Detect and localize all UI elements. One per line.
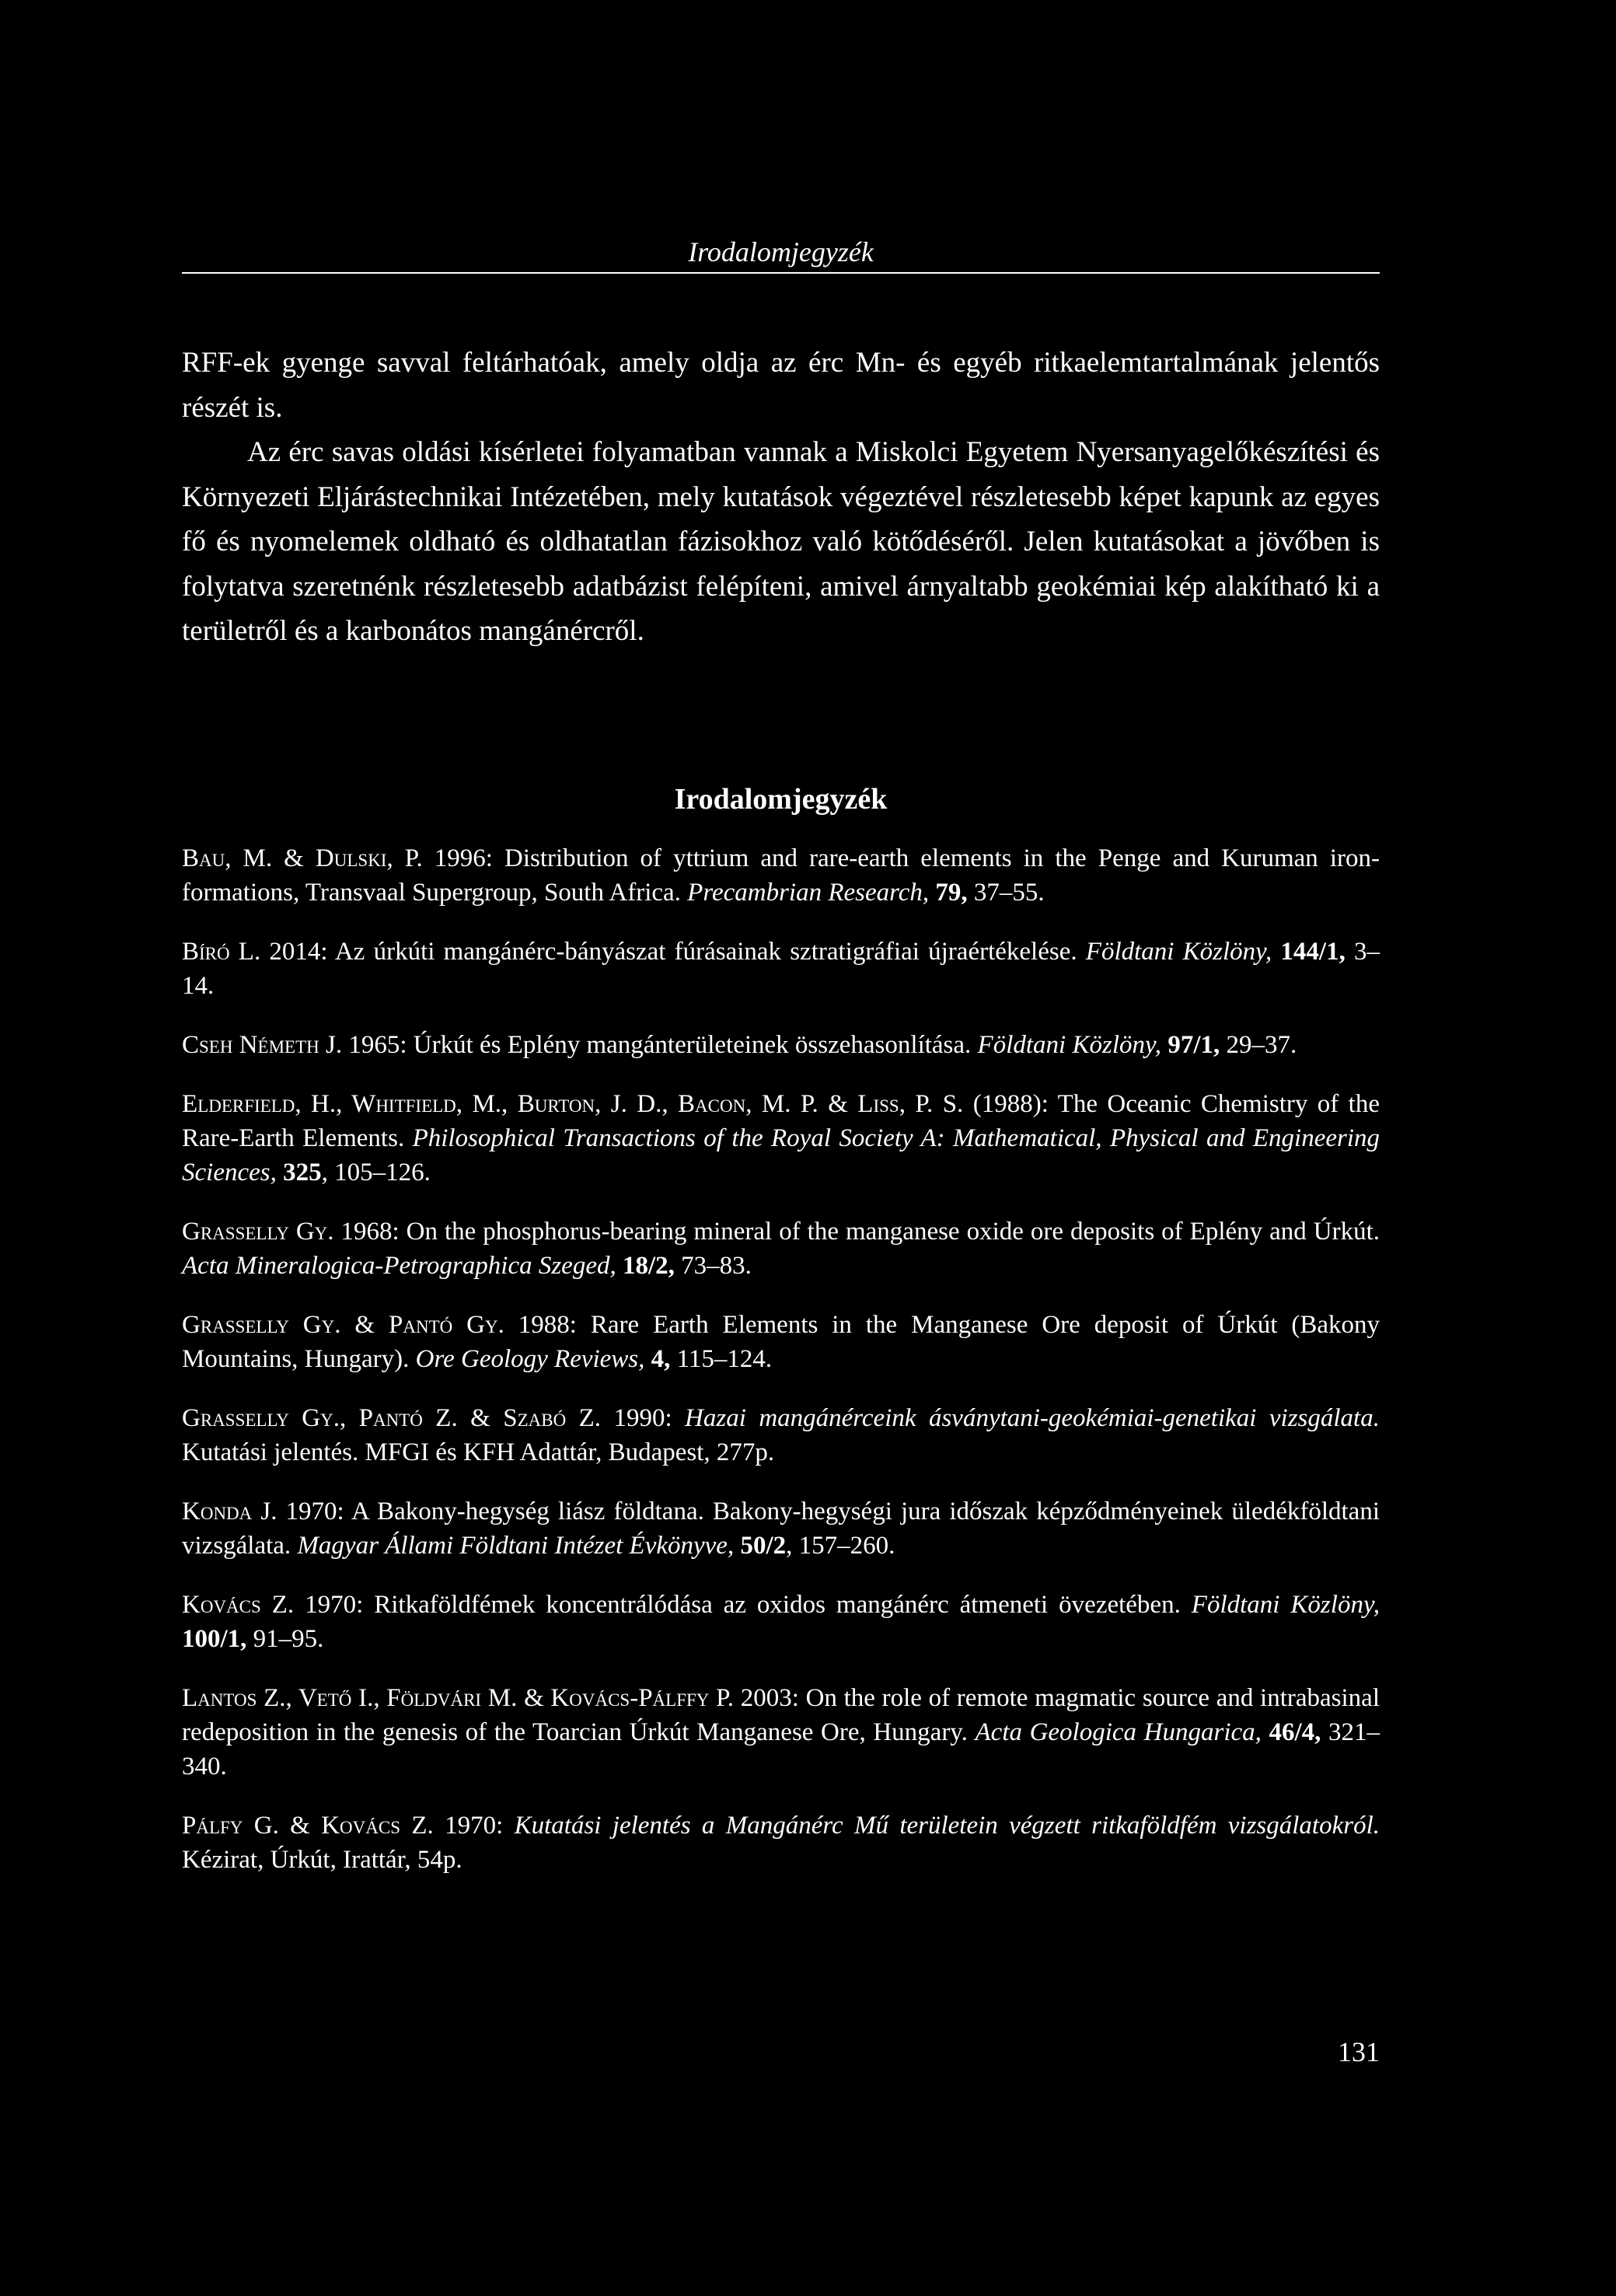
reference-text-mid: , (727, 1532, 741, 1560)
reference-pages: 3–14. (182, 938, 1380, 1000)
reference-journal: Philosophical Transactions of the Royal Society A: Mathematical, Physical and Engineering Sciences, (182, 1124, 1380, 1186)
reference-item (182, 1681, 1380, 1784)
reference-item (182, 841, 1380, 910)
reference-authors: Bíró L. (182, 938, 261, 966)
reference-text: 2003: On the role of remote magmatic source and intrabasinal redeposition in the genesis of the Toarcian Úrkút Manganese Ore, Hungary. (182, 1684, 1380, 1746)
reference-journal: Hazai mangánérceink ásványtani-geokémiai-genetikai vizsgálata. (685, 1404, 1380, 1432)
reference-volume: 325 (276, 1158, 322, 1186)
reference-text: 1965: Úrkút és Eplény mangánterületeinek összehasonlítása. (342, 1031, 978, 1059)
reference-journal: Magyar Állami Földtani Intézet Évkönyve (297, 1532, 728, 1560)
reference-authors: Elderfield, H., Whitfield, M., Burton, J. D., Bacon, M. P. & Liss, P. S. (182, 1090, 964, 1118)
reference-text: 1996: Distribution of yttrium and rare-earth elements in the Penge and Kuruman iron-formations, Transvaal Supergroup, South Africa. (182, 844, 1380, 907)
reference-text: 1970: A Bakony-hegység liász földtana. Bakony-hegységi jura időszak képződményeinek üledékföldtani vizsgálata. (182, 1497, 1380, 1560)
reference-item (182, 1588, 1380, 1656)
reference-authors: Grasselly Gy., Pantó Z. & Szabó Z. (182, 1404, 602, 1432)
reference-item (182, 1808, 1380, 1877)
reference-text: 1970: Ritkaföldfémek koncentrálódása az oxidos mangánérc átmeneti övezetében. (294, 1591, 1192, 1619)
reference-authors: Cseh Németh J. (182, 1031, 343, 1059)
reference-volume: 18/2, (616, 1252, 675, 1280)
reference-journal: Precambrian Research, (687, 879, 930, 907)
reference-volume: 46/4, (1261, 1718, 1321, 1746)
reference-volume: 97/1, (1161, 1031, 1220, 1059)
reference-journal: Földtani Közlöny, (1085, 938, 1272, 966)
reference-volume: 79, (929, 879, 968, 907)
header-rule (182, 272, 1380, 274)
reference-item (182, 1401, 1380, 1470)
reference-text: 2014: Az úrkúti mangánérc-bányászat fúrásainak sztratigráfiai újraértékelése. (260, 938, 1086, 966)
reference-volume: 50/2 (740, 1532, 787, 1560)
reference-pages: , 105–126. (321, 1158, 431, 1186)
reference-pages: 321–340. (182, 1718, 1380, 1781)
reference-pages: 37–55. (967, 879, 1045, 907)
reference-item (182, 1087, 1380, 1190)
reference-authors: Lantos Z., Vető I., Földvári M. & Kovács-Pálffy P. (182, 1684, 735, 1712)
reference-item (182, 1214, 1380, 1283)
reference-journal: Földtani Közlöny, (977, 1031, 1162, 1059)
reference-text: (1988): The Oceanic Chemistry of the Rare-Earth Elements. (182, 1090, 1380, 1152)
reference-text: 1970: (433, 1812, 515, 1840)
reference-pages: 73–83. (674, 1252, 752, 1280)
reference-volume: 100/1, (182, 1625, 247, 1653)
page-number: 131 (1338, 2036, 1380, 2067)
reference-journal: Acta Mineralogica-Petrographica Szeged, (182, 1252, 616, 1280)
reference-journal: Földtani Közlöny, (1191, 1591, 1380, 1619)
reference-text: 1988: Rare Earth Elements in the Manganese Ore deposit of Úrkút (Bakony Mountains, Hungary). (182, 1311, 1380, 1373)
reference-text-mid: Kutatási jelentés. MFGI és KFH Adattár, Budapest, 277p. (182, 1438, 775, 1466)
section-title: Irodalomjegyzék (674, 783, 888, 816)
reference-volume: 4, (644, 1345, 671, 1373)
reference-journal: Acta Geologica Hungarica, (975, 1718, 1262, 1746)
reference-text: 1990: (601, 1404, 686, 1432)
reference-text: 1968: On the phosphorus-bearing mineral of the manganese oxide ore deposits of Eplény and Úrkút. (333, 1218, 1380, 1246)
reference-item (182, 1494, 1380, 1563)
reference-text-mid: Kézirat, Úrkút, Irattár, 54p. (182, 1846, 462, 1874)
reference-pages: 91–95. (246, 1625, 324, 1653)
paragraph-2: Az érc savas oldási kísérletei folyamatban vannak a Miskolci Egyetem Nyersanyagelőkészítési és Környezeti Eljárástechnikai Intézetében, mely kutatások végeztével részletesebb képet kapunk az egyes fő és nyomelemek oldható és oldhatatlan fázisokhoz való kötődéséről. Jelen kutatásokat a jövőben is folytatva szeretnénk részletesebb adatbázist felépíteni, amivel árnyaltabb geokémiai kép alakítható ki a területről és a karbonátos mangánércről. (182, 436, 1380, 647)
running-header: Irodalomjegyzék (688, 236, 874, 267)
reference-authors: Kovács Z. (182, 1591, 295, 1619)
reference-pages: 115–124. (670, 1345, 773, 1373)
reference-authors: Grasselly Gy. & Pantó Gy. (182, 1311, 504, 1339)
reference-journal: Ore Geology Reviews, (415, 1345, 645, 1373)
reference-item (182, 1028, 1380, 1062)
reference-list (182, 841, 1380, 1902)
reference-pages: 29–37. (1220, 1031, 1297, 1059)
reference-volume: 144/1, (1272, 938, 1346, 966)
body-text (182, 341, 1380, 654)
reference-authors: Grasselly Gy. (182, 1218, 334, 1246)
reference-authors: Bau, M. & Dulski, P. (182, 844, 423, 872)
reference-journal: Kutatási jelentés a Mangánérc Mű területein végzett ritkaföldfém vizsgálatokról. (514, 1812, 1380, 1840)
reference-pages: , 157–260. (786, 1532, 895, 1560)
reference-authors: Pálfy G. & Kovács Z. (182, 1812, 434, 1840)
paragraph-1: RFF-ek gyenge savval feltárhatóak, amely oldja az érc Mn- és egyéb ritkaelemtartalmának jelentős részét is. (182, 347, 1380, 424)
reference-item (182, 1308, 1380, 1376)
reference-item (182, 935, 1380, 1003)
reference-authors: Konda J. (182, 1497, 277, 1525)
